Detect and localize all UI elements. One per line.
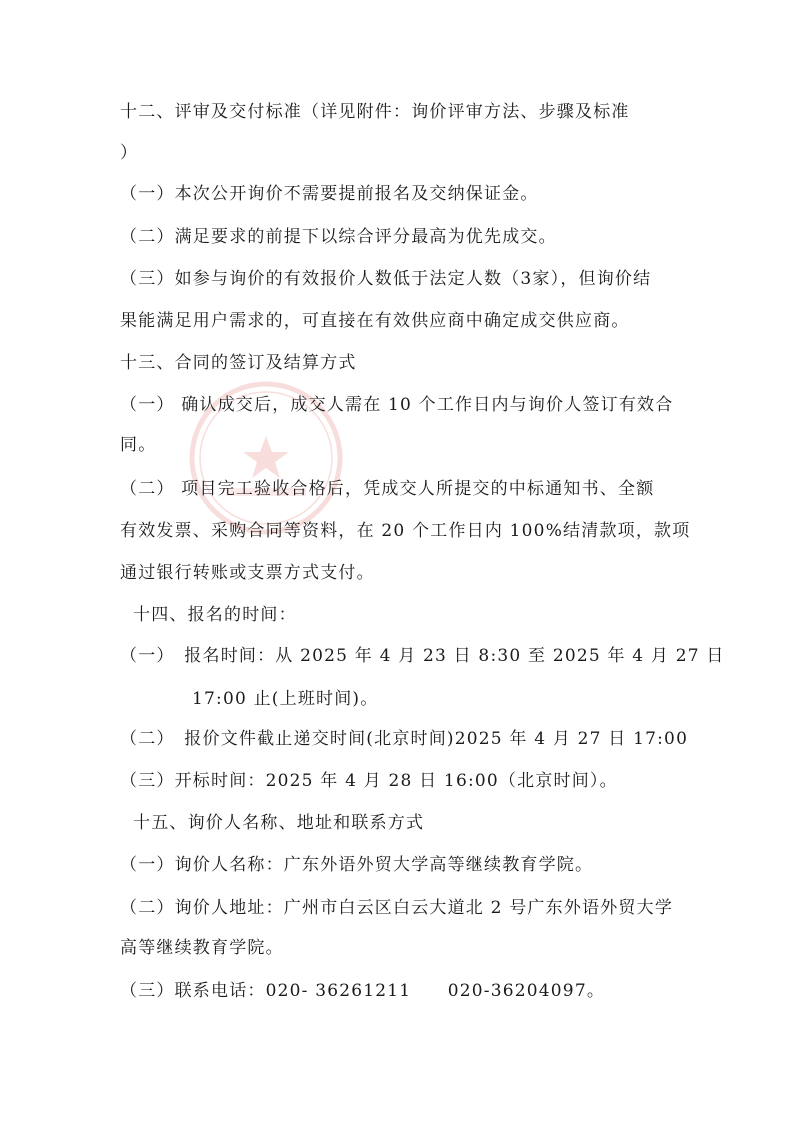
section-13-item-1-cont: 同。 [120,435,157,455]
section-15-item-1: （一）询价人名称：广东外语外贸大学高等继续教育学院。 [120,855,594,875]
section-14-item-1: （一） 报名时间：从 2025 年 4 月 23 日 8:30 至 2025 年 4 月 27 日 [120,646,725,666]
section-15-item-3: （三）联系电话：020- 36261211 020-36204097。 [120,981,606,1001]
section-13-item-2-cont-2: 通过银行转账或支票方式支付。 [120,563,375,583]
section-12-item-3: （三）如参与询价的有效报价人数低于法定人数（3家），但询价结 [120,269,652,289]
section-14-item-2: （二） 报价文件截止递交时间(北京时间)2025 年 4 月 27 日 17:00 [120,729,689,749]
section-14-item-1-cont: 17:00 止(上班时间)。 [192,689,379,709]
section-15-item-2-cont: 高等继续教育学院。 [120,938,284,958]
section-13-heading: 十三、合同的签订及结算方式 [120,353,357,373]
section-13-item-1: （一） 确认成交后，成交人需在 10 个工作日内与询价人签订有效合 [120,395,674,415]
section-13-item-2: （二） 项目完工验收合格后，凭成交人所提交的中标通知书、全额 [120,479,655,499]
section-12-heading-cont: ） [120,143,139,163]
section-12-item-1: （一）本次公开询价不需要提前报名及交纳保证金。 [120,184,539,204]
section-13-item-2-cont: 有效发票、采购合同等资料，在 20 个工作日内 100%结清款项，款项 [120,521,691,541]
section-12-heading: 十二、评审及交付标准（详见附件：询价评审方法、步骤及标准 [120,102,630,122]
section-14-heading: 十四、报名的时间： [133,605,297,625]
section-12-item-3-cont: 果能满足用户需求的，可直接在有效供应商中确定成交供应商。 [120,311,630,331]
section-15-heading: 十五、询价人名称、地址和联系方式 [133,813,425,833]
section-12-item-2: （二）满足要求的前提下以综合评分最高为优先成交。 [120,227,557,247]
section-14-item-3: （三）开标时间：2025 年 4 月 28 日 16:00（北京时间）。 [120,771,618,791]
section-15-item-2: （二）询价人地址：广州市白云区白云大道北 2 号广东外语外贸大学 [120,898,674,918]
